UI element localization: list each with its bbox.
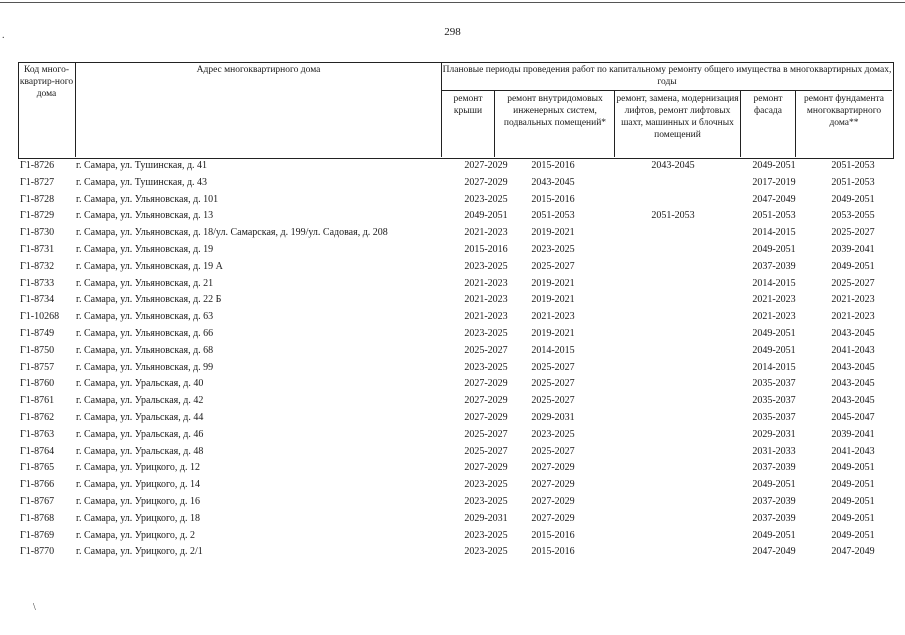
- cell-facade: 2037-2039: [752, 462, 796, 474]
- cell-systems: 2014-2015: [531, 344, 575, 356]
- header-lifts: ремонт, замена, модернизация лифтов, ремонт лифтовых шахт, машинных и блочных помещений: [616, 94, 739, 140]
- cell-address: г. Самара, ул. Ульяновская, д. 63: [76, 311, 214, 323]
- cell-foundation: 2041-2043: [831, 344, 875, 356]
- cell-roof: 2027-2029: [464, 412, 508, 423]
- cell-facade: 2031-2033: [752, 445, 796, 457]
- cell-systems: 2021-2023: [531, 311, 575, 323]
- cell-code: Г1-8726: [20, 160, 55, 171]
- cell-foundation: 2039-2041: [831, 428, 875, 440]
- cell-roof: 2023-2025: [464, 328, 508, 339]
- cell-roof: 2023-2025: [464, 546, 508, 558]
- cell-code: Г1-8750: [20, 344, 55, 356]
- header-systems: ремонт внутридомовых инженерных систем, подвальных помещений*: [503, 94, 607, 128]
- cell-address: г. Самара, ул. Уральская, д. 44: [76, 412, 204, 423]
- cell-foundation: 2049-2051: [831, 462, 875, 474]
- cell-facade: 2014-2015: [752, 227, 796, 239]
- table-row: [18, 477, 898, 494]
- cell-foundation: 2043-2045: [831, 361, 875, 373]
- cell-facade: 2049-2051: [752, 344, 796, 356]
- cell-address: г. Самара, ул. Урицкого, д. 2/1: [76, 546, 203, 558]
- cell-foundation: 2041-2043: [831, 445, 875, 457]
- cell-systems: 2051-2053: [531, 210, 575, 222]
- cell-code: Г1-10268: [20, 311, 60, 323]
- top-rule: [0, 2, 905, 3]
- cell-roof: 2021-2023: [464, 294, 508, 306]
- cell-roof: 2025-2027: [464, 445, 508, 457]
- table-row: [18, 292, 898, 309]
- cell-address: г. Самара, ул. Ульяновская, д. 101: [76, 193, 219, 205]
- cell-systems: 2019-2021: [531, 328, 575, 339]
- cell-address: г. Самара, ул. Уральская, д. 42: [76, 395, 204, 407]
- cell-systems: 2023-2025: [531, 428, 575, 440]
- table-row: [18, 460, 898, 477]
- cell-facade: 2014-2015: [752, 277, 796, 289]
- cell-code: Г1-8757: [20, 361, 55, 373]
- cell-code: Г1-8761: [20, 395, 55, 407]
- cell-systems: 2025-2027: [531, 445, 575, 457]
- cell-roof: 2025-2027: [464, 344, 508, 356]
- cell-roof: 2027-2029: [464, 462, 508, 474]
- cell-systems: 2029-2031: [531, 412, 575, 423]
- table-row: [18, 242, 898, 259]
- table-row: [18, 494, 898, 511]
- cell-roof: 2027-2029: [464, 176, 508, 188]
- cell-address: г. Самара, ул. Ульяновская, д. 22 Б: [76, 294, 222, 306]
- cell-address: г. Самара, ул. Уральская, д. 46: [76, 428, 204, 440]
- cell-roof: 2023-2025: [464, 193, 508, 205]
- cell-facade: 2037-2039: [752, 260, 796, 272]
- cell-foundation: 2043-2045: [831, 395, 875, 407]
- cell-roof: 2023-2025: [464, 479, 508, 491]
- table-row: [18, 259, 898, 276]
- cell-roof: 2027-2029: [464, 160, 508, 171]
- cell-foundation: 2051-2053: [831, 160, 875, 171]
- cell-foundation: 2043-2045: [831, 328, 875, 339]
- cell-lifts: 2043-2045: [651, 160, 695, 171]
- table-row: [18, 192, 898, 209]
- cell-code: Г1-8729: [20, 210, 55, 222]
- cell-systems: 2015-2016: [531, 193, 575, 205]
- header-divider: [75, 62, 76, 157]
- cell-facade: 2049-2051: [752, 479, 796, 491]
- cell-code: Г1-8728: [20, 193, 55, 205]
- cell-foundation: 2049-2051: [831, 512, 875, 524]
- cell-foundation: 2053-2055: [831, 210, 875, 222]
- cell-address: г. Самара, ул. Ульяновская, д. 68: [76, 344, 214, 356]
- table-row: [18, 376, 898, 393]
- cell-systems: 2027-2029: [531, 512, 575, 524]
- cell-roof: 2023-2025: [464, 496, 508, 507]
- cell-code: Г1-8749: [20, 328, 55, 339]
- cell-facade: 2047-2049: [752, 193, 796, 205]
- cell-facade: 2047-2049: [752, 546, 796, 558]
- cell-foundation: 2047-2049: [831, 546, 875, 558]
- cell-address: г. Самара, ул. Ульяновская, д. 19: [76, 244, 214, 255]
- cell-foundation: 2045-2047: [831, 412, 875, 423]
- cell-systems: 2023-2025: [531, 244, 575, 255]
- cell-code: Г1-8727: [20, 176, 55, 188]
- cell-foundation: 2049-2051: [831, 479, 875, 491]
- cell-facade: 2037-2039: [752, 496, 796, 507]
- cell-foundation: 2039-2041: [831, 244, 875, 255]
- cell-facade: 2029-2031: [752, 428, 796, 440]
- cell-roof: 2027-2029: [464, 378, 508, 390]
- table-row: [18, 410, 898, 427]
- cell-roof: 2021-2023: [464, 277, 508, 289]
- table-row: [18, 511, 898, 528]
- cell-address: г. Самара, ул. Уральская, д. 48: [76, 445, 204, 457]
- cell-roof: 2029-2031: [464, 512, 508, 524]
- cell-code: Г1-8734: [20, 294, 55, 306]
- cell-code: Г1-8766: [20, 479, 55, 491]
- cell-facade: 2021-2023: [752, 294, 796, 306]
- cell-systems: 2019-2021: [531, 294, 575, 306]
- cell-roof: 2015-2016: [464, 244, 508, 255]
- table-row: [18, 158, 898, 175]
- cell-systems: 2019-2021: [531, 227, 575, 239]
- table-row: [18, 343, 898, 360]
- cell-facade: 2035-2037: [752, 412, 796, 423]
- header-roof: ремонт крыши: [453, 94, 483, 116]
- cell-roof: 2049-2051: [464, 210, 508, 222]
- cell-roof: 2023-2025: [464, 361, 508, 373]
- cell-code: Г1-8730: [20, 227, 55, 239]
- cell-foundation: 2051-2053: [831, 176, 875, 188]
- cell-roof: 2027-2029: [464, 395, 508, 407]
- cell-address: г. Самара, ул. Урицкого, д. 16: [76, 496, 200, 507]
- cell-address: г. Самара, ул. Ульяновская, д. 19 А: [76, 260, 223, 272]
- table-row: [18, 309, 898, 326]
- cell-code: Г1-8768: [20, 512, 55, 524]
- cell-systems: 2027-2029: [531, 496, 575, 507]
- cell-foundation: 2043-2045: [831, 378, 875, 390]
- cell-facade: 2035-2037: [752, 378, 796, 390]
- page-number: 298: [444, 26, 461, 38]
- cell-address: г. Самара, ул. Ульяновская, д. 99: [76, 361, 214, 373]
- cell-facade: 2049-2051: [752, 160, 796, 171]
- table-row: [18, 360, 898, 377]
- table-row: [18, 276, 898, 293]
- cell-systems: 2025-2027: [531, 378, 575, 390]
- cell-code: Г1-8732: [20, 260, 55, 272]
- cell-code: Г1-8763: [20, 428, 55, 440]
- cell-facade: 2049-2051: [752, 529, 796, 541]
- cell-facade: 2017-2019: [752, 176, 796, 188]
- table-row: [18, 544, 898, 561]
- cell-address: г. Самара, ул. Урицкого, д. 12: [76, 462, 200, 474]
- cell-facade: 2049-2051: [752, 328, 796, 339]
- cell-address: г. Самара, ул. Урицкого, д. 14: [76, 479, 200, 491]
- cell-foundation: 2049-2051: [831, 260, 875, 272]
- header-code: Код много-квартир-ного дома: [19, 65, 74, 99]
- table-row: [18, 444, 898, 461]
- cell-lifts: 2051-2053: [651, 210, 695, 222]
- cell-systems: 2043-2045: [531, 176, 575, 188]
- cell-roof: 2023-2025: [464, 260, 508, 272]
- cell-roof: 2021-2023: [464, 227, 508, 239]
- cell-foundation: 2021-2023: [831, 311, 875, 323]
- cell-systems: 2027-2029: [531, 479, 575, 491]
- table-row: [18, 175, 898, 192]
- header-address: Адрес многоквартирного дома: [196, 65, 321, 75]
- cell-systems: 2015-2016: [531, 546, 575, 558]
- cell-code: Г1-8769: [20, 529, 55, 541]
- cell-systems: 2025-2027: [531, 361, 575, 373]
- header-divider: [494, 90, 495, 157]
- cell-code: Г1-8762: [20, 412, 55, 423]
- cell-foundation: 2049-2051: [831, 193, 875, 205]
- header-facade: ремонт фасада: [753, 94, 783, 116]
- cell-code: Г1-8767: [20, 496, 55, 507]
- cell-foundation: 2049-2051: [831, 529, 875, 541]
- table-row: [18, 208, 898, 225]
- cell-foundation: 2049-2051: [831, 496, 875, 507]
- cell-code: Г1-8733: [20, 277, 55, 289]
- table-row: [18, 225, 898, 242]
- cell-address: г. Самара, ул. Урицкого, д. 18: [76, 512, 200, 524]
- header-periods-group: Плановые периоды проведения работ по капитальному ремонту общего имущества в многоквартирных домах, годы: [442, 65, 892, 87]
- cell-systems: 2025-2027: [531, 395, 575, 407]
- cell-facade: 2035-2037: [752, 395, 796, 407]
- table-row: [18, 393, 898, 410]
- cell-address: г. Самара, ул. Ульяновская, д. 18/ул. Самарская, д. 199/ул. Садовая, д. 208: [76, 227, 388, 239]
- cell-code: Г1-8760: [20, 378, 55, 390]
- cell-systems: 2015-2016: [531, 529, 575, 541]
- cell-roof: 2025-2027: [464, 428, 508, 440]
- cell-address: г. Самара, ул. Тушинская, д. 41: [76, 160, 208, 171]
- header-foundation: ремонт фундамента многоквартирного дома**: [804, 94, 884, 128]
- header-divider: [441, 90, 892, 91]
- cell-code: Г1-8764: [20, 445, 55, 457]
- cell-address: г. Самара, ул. Уральская, д. 40: [76, 378, 204, 390]
- cell-facade: 2014-2015: [752, 361, 796, 373]
- cell-code: Г1-8770: [20, 546, 55, 558]
- cell-code: Г1-8731: [20, 244, 55, 255]
- scan-mark-bottom: \: [33, 602, 36, 613]
- table-row: [18, 326, 898, 343]
- cell-systems: 2015-2016: [531, 160, 575, 171]
- cell-facade: 2037-2039: [752, 512, 796, 524]
- cell-foundation: 2025-2027: [831, 277, 875, 289]
- cell-facade: 2051-2053: [752, 210, 796, 222]
- cell-facade: 2021-2023: [752, 311, 796, 323]
- cell-code: Г1-8765: [20, 462, 55, 474]
- cell-address: г. Самара, ул. Тушинская, д. 43: [76, 176, 208, 188]
- cell-foundation: 2025-2027: [831, 227, 875, 239]
- cell-foundation: 2021-2023: [831, 294, 875, 306]
- cell-systems: 2027-2029: [531, 462, 575, 474]
- cell-address: г. Самара, ул. Урицкого, д. 2: [76, 529, 195, 541]
- cell-roof: 2021-2023: [464, 311, 508, 323]
- cell-systems: 2025-2027: [531, 260, 575, 272]
- cell-roof: 2023-2025: [464, 529, 508, 541]
- cell-address: г. Самара, ул. Ульяновская, д. 66: [76, 328, 214, 339]
- table-row: [18, 427, 898, 444]
- cell-address: г. Самара, ул. Ульяновская, д. 21: [76, 277, 214, 289]
- cell-facade: 2049-2051: [752, 244, 796, 255]
- table-row: [18, 528, 898, 545]
- scan-mark-left: .: [2, 30, 5, 41]
- cell-address: г. Самара, ул. Ульяновская, д. 13: [76, 210, 214, 222]
- cell-systems: 2019-2021: [531, 277, 575, 289]
